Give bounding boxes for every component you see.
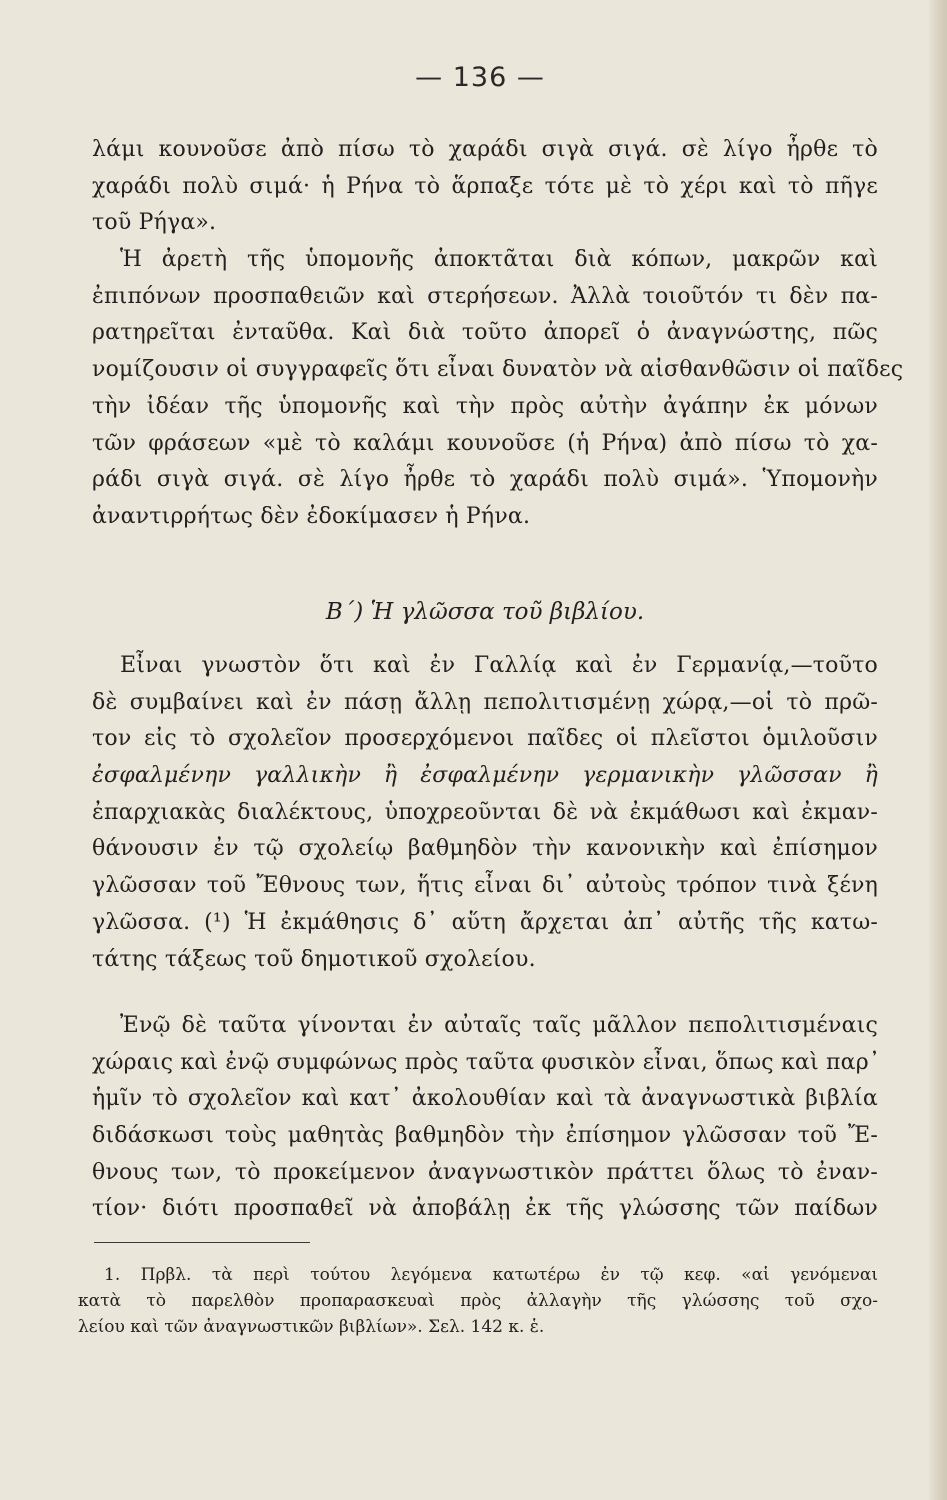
text-line: ἐσφαλμένην γαλλικὴν ἢ ἐσφαλμένην γερμανικὴν γλῶσσαν ἢ <box>92 763 878 789</box>
paragraph-4 <box>92 1008 881 1228</box>
footnote-line: 1. Πρβλ. τὰ περὶ τούτου λεγόμενα κατωτέρω ἐν τῷ κεφ. «αἱ γενόμεναι <box>104 1265 878 1285</box>
text-line: τοῦ Ρήγα». <box>92 210 217 236</box>
text-line: Ἡ ἀρετὴ τῆς ὑπομονῆς ἀποκτᾶται διὰ κόπων, μακρῶν καὶ <box>120 247 878 273</box>
text-line: χαράδι πολὺ σιμά· ἡ Ρήνα τὸ ἅρπαξε τότε μὲ τὸ χέρι καὶ τὸ πῆγε <box>92 173 878 199</box>
body-text-top <box>92 132 904 536</box>
paragraph-3 <box>92 648 878 978</box>
text-line: γλῶσσα. (¹) Ἡ ἐκμάθησις δ᾿ αὕτη ἄρχεται ἀπ᾿ αὐτῆς τῆς κατω- <box>92 909 878 935</box>
text-line: λάμι κουνοῦσε ἀπὸ πίσω τὸ χαράδι σιγὰ σιγά. σὲ λίγο ἦρθε τὸ <box>92 137 878 162</box>
footnote <box>78 1262 878 1340</box>
text-line: τῶν φράσεων «μὲ τὸ καλάμι κουνοῦσε (ἡ Ρήνα) ἀπὸ πίσω τὸ χα- <box>92 430 878 456</box>
footnote-divider <box>94 1242 310 1243</box>
text-line: ἐπιπόνων προσπαθειῶν καὶ στερήσεων. Ἀλλὰ τοιοῦτόν τι δὲν πα- <box>92 283 878 309</box>
text-line: ρατηρεῖται ἐνταῦθα. Καὶ διὰ τοῦτο ἀπορεῖ ὁ ἀναγνώστης, πῶς <box>92 320 878 346</box>
text-line: ἐπαρχιακὰς διαλέκτους, ὑποχρεοῦνται δὲ νὰ ἐκμάθωσι καὶ ἐκμαν- <box>92 799 878 825</box>
text-line: θνους των, τὸ προκείμενον ἀναγνωστικὸν πράττει ὅλως τὸ ἐναν- <box>92 1159 878 1185</box>
text-line: τίον· διότι προσπαθεῖ νὰ ἀποβάλῃ ἐκ τῆς γλώσσης τῶν παίδων <box>92 1196 878 1222</box>
text-line: ἀναντιρρήτως δὲν ἐδοκίμασεν ἡ Ρήνα. <box>92 503 531 529</box>
text-line: θάνουσιν ἐν τῷ σχολείῳ βαθμηδὸν τὴν κανονικὴν καὶ ἐπίσημον <box>92 836 878 862</box>
text-line: Ἐνῷ δὲ ταῦτα γίνονται ἐν αὐταῖς ταῖς μᾶλλον πεπολιτισμέναις <box>120 1013 878 1038</box>
text-line: τὴν ἰδέαν τῆς ὑπομονῆς καὶ τὴν πρὸς αὐτὴν ἀγάπην ἐκ μόνων <box>92 393 878 419</box>
text-line: δὲ συμβαίνει καὶ ἐν πάσῃ ἄλλῃ πεπολιτισμένῃ χώρᾳ,—οἱ τὸ πρῶ- <box>92 689 878 715</box>
text-line: διδάσκωσι τοὺς μαθητὰς βαθμηδὸν τὴν ἐπίσημον γλῶσσαν τοῦ Ἔ- <box>92 1123 878 1149</box>
paragraph-2 <box>92 242 904 536</box>
page-edge-shadow <box>929 0 947 1500</box>
text-line: τον εἰς τὸ σχολεῖον προσερχόμενοι παῖδες οἱ πλεῖστοι ὁμιλοῦσιν <box>92 726 878 752</box>
page-number: — 136 — <box>415 62 545 93</box>
section-heading: Β΄) Ἡ γλῶσσα τοῦ βιβλίου. <box>325 599 645 625</box>
footnote-line: λείου καὶ τῶν ἀναγνωστικῶν βιβλίων». Σελ. 142 κ. ἑ. <box>78 1317 545 1337</box>
text-line: ἡμῖν τὸ σχολεῖον καὶ κατ᾿ ἀκολουθίαν καὶ τὰ ἀναγνωστικὰ βιβλία <box>92 1086 878 1112</box>
footnote-line: κατὰ τὸ παρελθὸν προπαρασκευαὶ πρὸς ἀλλαγὴν τῆς γλώσσης τοῦ σχο- <box>78 1291 878 1311</box>
text-line: τάτης τάξεως τοῦ δημοτικοῦ σχολείου. <box>92 946 536 972</box>
text-line: χώραις καὶ ἐνῷ συμφώνως πρὸς ταῦτα φυσικὸν εἶναι, ὅπως καὶ παρ᾿ <box>92 1049 881 1075</box>
paragraph-1 <box>92 132 878 242</box>
text-line: γλῶσσαν τοῦ Ἔθνους των, ἥτις εἶναι δι᾿ αὐτοὺς τρόπον τινὰ ξένη <box>92 873 878 899</box>
text-line: Εἶναι γνωστὸν ὅτι καὶ ἐν Γαλλίᾳ καὶ ἐν Γερμανίᾳ,—τοῦτο <box>120 653 878 678</box>
text-line: νομίζουσιν οἱ συγγραφεῖς ὅτι εἶναι δυνατὸν νὰ αἰσθανθῶσιν οἱ παῖδες <box>92 357 904 383</box>
text-line: ράδι σιγὰ σιγά. σὲ λίγο ἦρθε τὸ χαράδι πολὺ σιμά». Ὑπομονὴν <box>92 467 878 493</box>
